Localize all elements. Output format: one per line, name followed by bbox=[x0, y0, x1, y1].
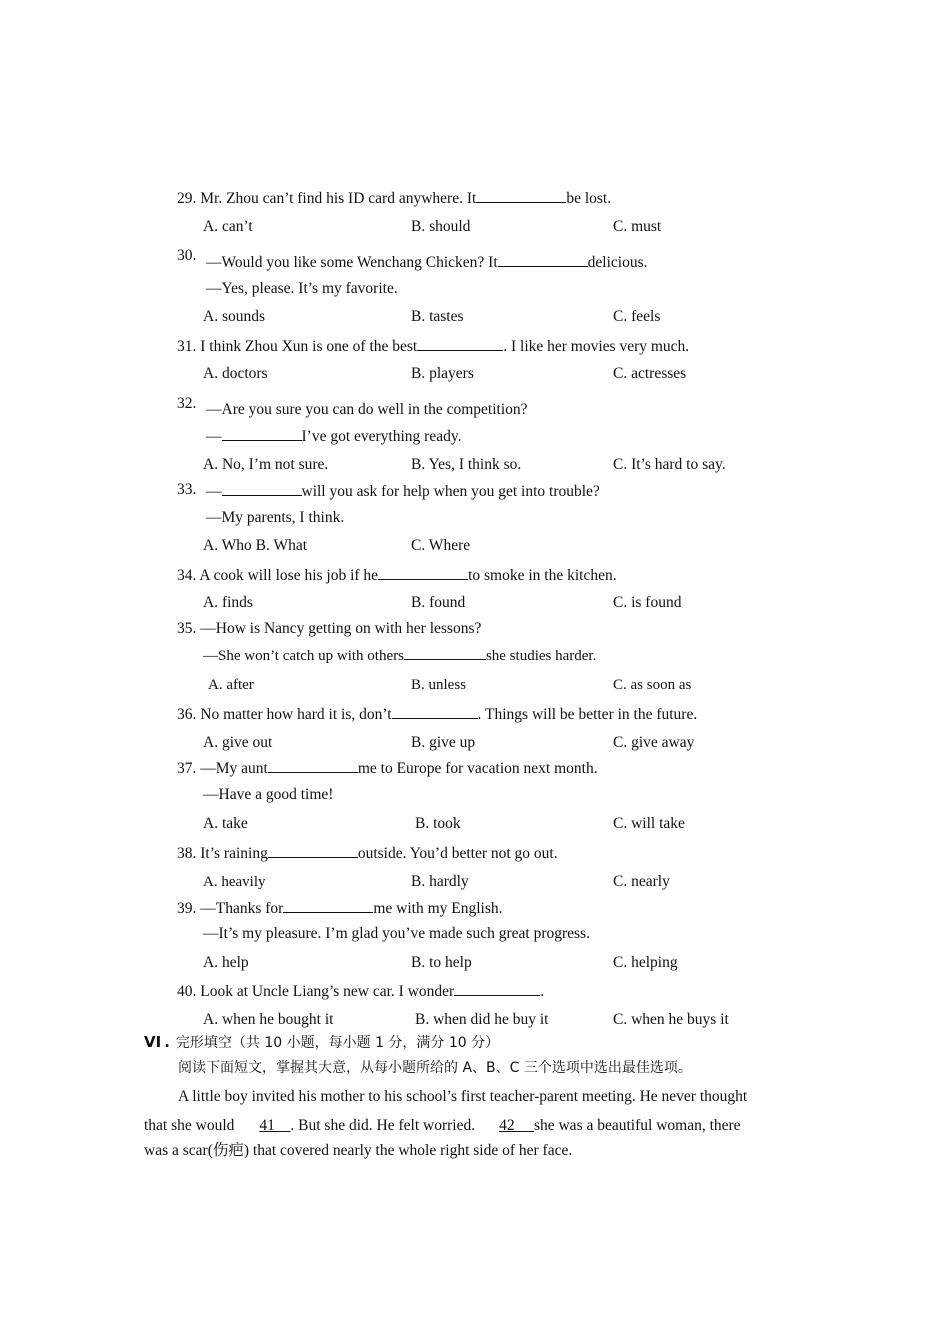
section-instruction: 阅读下面短文，掌握其大意，从每小题所给的 A、B、C 三个选项中选出最佳选项。 bbox=[178, 1060, 692, 1076]
option-b: B. when did he buy it bbox=[415, 1011, 549, 1028]
option-a: A. can’t bbox=[203, 218, 253, 235]
option-c: C. will take bbox=[613, 815, 685, 832]
option-b: B. Yes, I think so. bbox=[411, 456, 522, 473]
option-b: B. should bbox=[411, 218, 471, 235]
question-36: 36. No matter how hard it is, don’t . Things will be better in the future. bbox=[177, 706, 698, 723]
option-c: C. must bbox=[613, 218, 662, 235]
answer-blank bbox=[454, 981, 540, 996]
option-b: B. unless bbox=[411, 677, 467, 693]
answer-blank bbox=[378, 565, 468, 580]
option-b: B. found bbox=[411, 594, 466, 611]
passage-line-2: that she would 41 . But she did. He felt worried. 42 she was a beautiful woman, there bbox=[144, 1117, 741, 1134]
question-30: —Would you like some Wenchang Chicken? It delicious. bbox=[206, 254, 648, 271]
option-b: B. give up bbox=[411, 734, 476, 751]
section-heading: VI . 完形填空（共 10 小题，每小题 1 分，满分 10 分） bbox=[144, 1033, 500, 1051]
answer-blank bbox=[222, 481, 302, 496]
option-b: B. hardly bbox=[411, 873, 469, 890]
question-33: — will you ask for help when you get into trouble? bbox=[206, 483, 600, 500]
option-a-b: A. Who B. What bbox=[203, 537, 308, 554]
reply-line: —It’s my pleasure. I’m glad you’ve made such great progress. bbox=[203, 925, 590, 942]
question-number: 30. bbox=[177, 247, 197, 264]
option-c: C. nearly bbox=[613, 873, 670, 890]
question-39: 39. —Thanks for me with my English. bbox=[177, 900, 503, 917]
option-a: A. finds bbox=[203, 594, 253, 611]
option-b: B. took bbox=[415, 815, 461, 832]
question-number: 33. bbox=[177, 481, 197, 498]
question-37: 37. —My aunt me to Europe for vacation next month. bbox=[177, 760, 598, 777]
option-c: C. feels bbox=[613, 308, 661, 325]
option-c: C. when he buys it bbox=[613, 1011, 729, 1028]
option-c: C. give away bbox=[613, 734, 695, 751]
question-34: 34. A cook will lose his job if he to smoke in the kitchen. bbox=[177, 567, 617, 584]
question-29: 29. Mr. Zhou can’t find his ID card anywhere. It be lost. bbox=[177, 190, 612, 207]
option-a: A. help bbox=[203, 954, 249, 971]
option-c: C. as soon as bbox=[613, 677, 692, 693]
passage-line-1: A little boy invited his mother to his school’s first teacher-parent meeting. He never thought bbox=[178, 1088, 748, 1105]
question-31: 31. I think Zhou Xun is one of the best . I like her movies very much. bbox=[177, 338, 690, 355]
question-38: 38. It’s raining outside. You’d better not go out. bbox=[177, 845, 558, 862]
question-40: 40. Look at Uncle Liang’s new car. I wonder . bbox=[177, 983, 545, 1000]
option-c: C. Where bbox=[411, 537, 471, 554]
blank-41: 41 bbox=[259, 1117, 275, 1134]
section-title: 完形填空（共 10 小题，每小题 1 分，满分 10 分） bbox=[175, 1035, 500, 1051]
question-number: 32. bbox=[177, 395, 197, 412]
option-c: C. is found bbox=[613, 594, 682, 611]
option-b: B. to help bbox=[411, 954, 472, 971]
option-b: B. players bbox=[411, 365, 474, 382]
option-a: A. when he bought it bbox=[203, 1011, 334, 1028]
answer-blank bbox=[404, 645, 486, 660]
option-c: C. actresses bbox=[613, 365, 687, 382]
option-a: A. heavily bbox=[203, 874, 266, 890]
reply-line: —She won’t catch up with others she studies harder. bbox=[203, 645, 596, 666]
passage-line-3: was a scar(伤疤) that covered nearly the whole right side of her face. bbox=[144, 1142, 573, 1159]
option-a: A. sounds bbox=[203, 308, 266, 325]
answer-blank bbox=[498, 252, 588, 267]
reply-line: —Yes, please. It’s my favorite. bbox=[206, 280, 398, 297]
option-a: A. doctors bbox=[203, 365, 268, 382]
answer-blank bbox=[476, 188, 566, 203]
answer-blank bbox=[283, 898, 373, 913]
option-a: A. after bbox=[208, 677, 254, 693]
reply-line: —Have a good time! bbox=[203, 786, 334, 803]
section-numeral: VI bbox=[144, 1033, 162, 1051]
option-c: C. It’s hard to say. bbox=[613, 456, 726, 473]
option-a: A. give out bbox=[203, 734, 273, 751]
question-35: 35. —How is Nancy getting on with her lessons? bbox=[177, 620, 482, 637]
option-b: B. tastes bbox=[411, 308, 464, 325]
answer-blank bbox=[268, 843, 358, 858]
blank-42: 42 bbox=[499, 1117, 515, 1134]
answer-blank bbox=[417, 336, 503, 351]
option-a: A. take bbox=[203, 815, 248, 832]
answer-blank bbox=[392, 704, 478, 719]
reply-line: — I’ve got everything ready. bbox=[206, 428, 462, 445]
question-32: —Are you sure you can do well in the competition? bbox=[206, 401, 528, 418]
option-a: A. No, I’m not sure. bbox=[203, 456, 329, 473]
reply-line: —My parents, I think. bbox=[206, 509, 345, 526]
option-c: C. helping bbox=[613, 954, 678, 971]
answer-blank bbox=[268, 758, 358, 773]
answer-blank bbox=[222, 426, 302, 441]
